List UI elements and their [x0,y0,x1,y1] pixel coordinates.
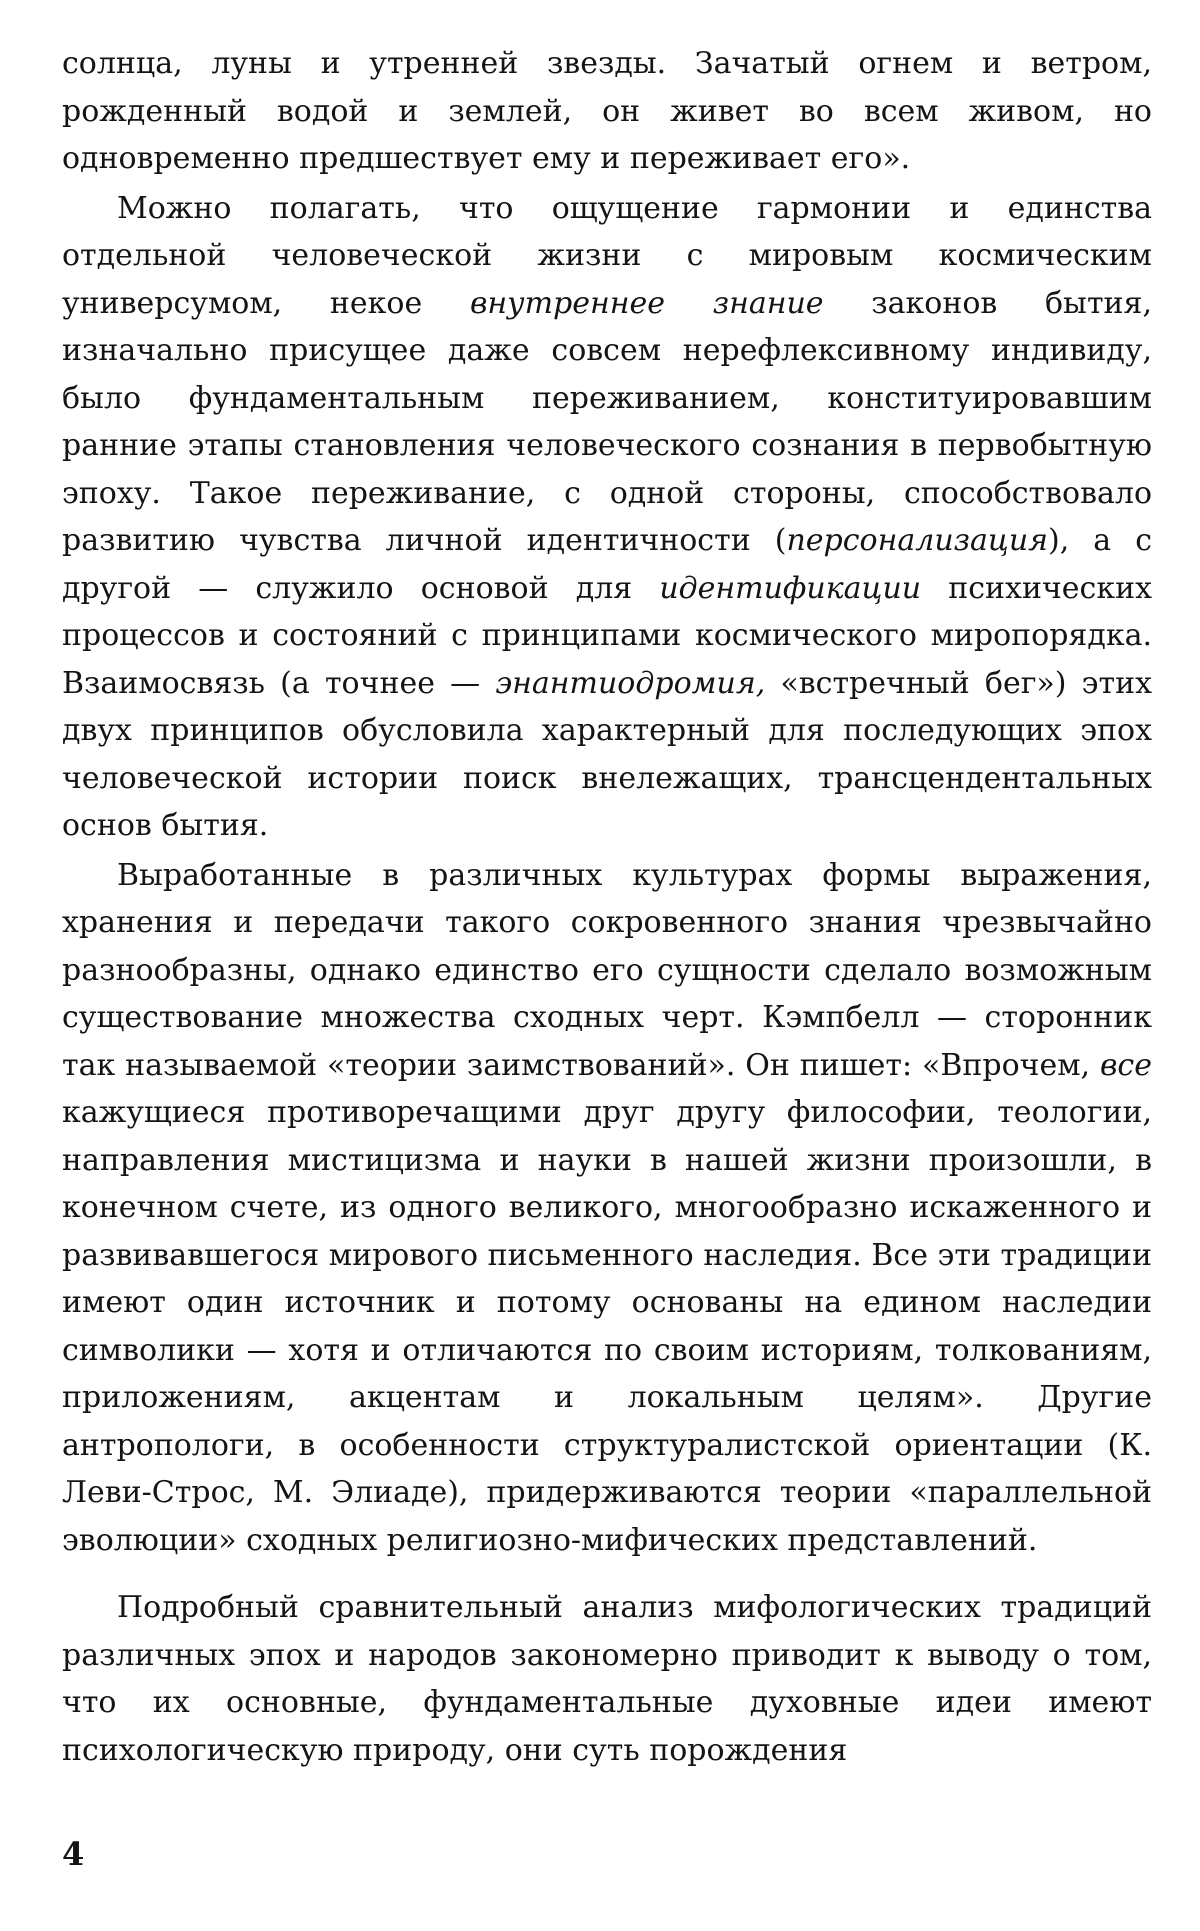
paragraph-2-emphasis: внутреннее знание [469,285,824,321]
paragraph-2-text: «встречный бег») этих двух принципов обусловила характерный для последующих эпох человеческой истории поиск внележащих, трансцендентальных основ бытия. [62,665,1152,843]
paragraph-3-emphasis: все [1099,1047,1152,1083]
paragraph-2-text: психических процессов и состояний с принципами космического миропорядка. Взаимосвязь (а точнее — [62,570,1153,701]
paragraph-3-text: Выработанные в различных культурах формы выражения, хранения и передачи такого сокровенного знания чрезвычайно разнообразны, однако единство его сущности сделало возможным существование множества сходных черт. Кэмпбелл — сторонник так называемой «теории заимствований». Он пишет: «Впрочем, [62,857,1152,1083]
paragraph-1 [62,40,1152,183]
paragraph-3 [62,852,1152,1565]
paragraph-2-text: законов бытия, изначально присущее даже совсем нерефлексивному индивиду, было фундаментальным переживанием, конституировавшим ранние этапы становления человеческого сознания в первобытную эпоху. Такое переживание, с одной стороны, способствовало развитию чувства личной идентичности ( [62,285,1152,558]
paragraph-2-text: ), а с другой — служило основой для [62,523,1152,606]
paragraph-4-text: Подробный сравнительный анализ мифологических традиций различных эпох и народов закономерно приводит к выводу о том, что их основные, фундаментальные духовные идеи имеют психологическую природу, они суть порождения [62,1590,1152,1768]
paragraph-3-text: кажущиеся противоречащими друг другу философии, теологии, направления мистицизма и науки в нашей жизни произошли, в конечном счете, из одного великого, многообразно искаженного и развивавшегося мирового письменного наследия. Все эти традиции имеют один источник и потому основаны на едином наследии символики — хотя и отличаются по своим историям, толкованиям, приложениям, акцентам и локальным целям». Другие антропологи, в особенности структуралистской ориентации (К. Леви-Строс, М. Элиаде), придерживаются теории «параллельной эволюции» сходных религиозно-мифических представлений. [62,1095,1152,1558]
paragraph-2 [62,185,1152,850]
paragraph-4 [62,1584,1152,1774]
paragraph-2-emphasis: персонализация [786,523,1049,558]
paragraph-2-emphasis: энантиодромия, [495,665,766,701]
paragraph-2-emphasis: идентификации [659,570,922,606]
paragraph-2-text: Можно полагать, что ощущение гармонии и единства отдельной человеческой жизни с мировым космическим универсумом, некое [62,190,1152,321]
page-text [62,40,1152,1774]
page-number: 4 [62,1835,85,1873]
paragraph-1-text: солнца, луны и утренней звезды. Зачатый огнем и ветром, рожденный водой и землей, он живет во всем живом, но одновременно предшествует ему и переживает его». [62,46,1152,176]
